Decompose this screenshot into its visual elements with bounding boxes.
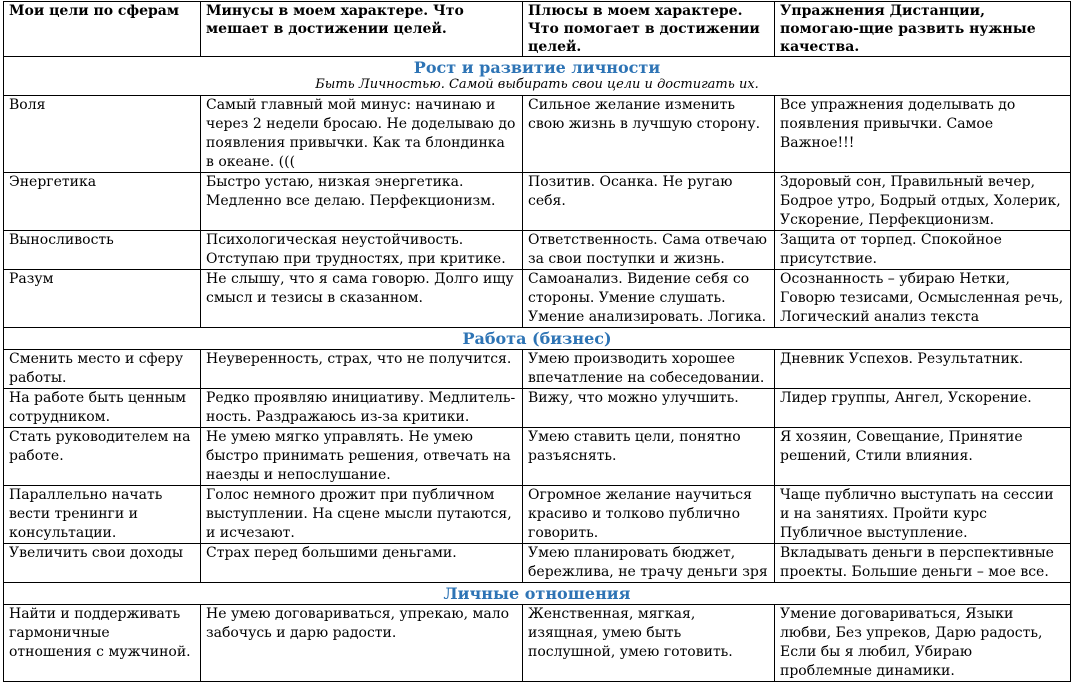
header-row (4, 2, 1071, 57)
minus-cell: Редко проявляю инициативу. Медлитель-ность. Раздражаюсь из-за критики. (201, 389, 523, 428)
minus-cell: Не слышу, что я сама говорю. Долго ищу смысл и тезисы в сказанном. (201, 270, 523, 328)
plus-cell: Женственная, мягкая, изящная, умею быть послушной, умею готовить. (523, 605, 775, 682)
plus-cell: Самоанализ. Видение себя со стороны. Умение слушать. Умение анализировать. Логика. (523, 270, 775, 328)
section-title: Личные отношения (4, 583, 1071, 605)
plus-cell: Вижу, что можно улучшить. (523, 389, 775, 428)
goal-cell: Энергетика (4, 173, 201, 231)
table-row (4, 428, 1071, 486)
exercise-cell: Осознанность – убираю Нетки, Говорю тезисами, Осмысленная речь, Логический анализ текста (775, 270, 1071, 328)
section-header-work (4, 328, 1071, 350)
goal-cell: На работе быть ценным сотрудником. (4, 389, 201, 428)
goal-cell: Разум (4, 270, 201, 328)
goal-cell: Выносливость (4, 231, 201, 270)
section-subtitle: Быть Личностью. Самой выбирать свои цели и достигать их. (315, 77, 759, 92)
goal-cell: Воля (4, 96, 201, 173)
minus-cell: Самый главный мой минус: начинаю и через 2 недели бросаю. Не доделываю до появления привычки. Как та блондинка в океане. ((( (201, 96, 523, 173)
exercise-cell: Лидер группы, Ангел, Ускорение. (775, 389, 1071, 428)
table-row (4, 389, 1071, 428)
table-row (4, 270, 1071, 328)
minus-cell: Неуверенность, страх, что не получится. (201, 350, 523, 389)
minus-cell: Голос немного дрожит при публичном выступлении. На сцене мысли путаются, и исчезают. (201, 486, 523, 544)
table-row (4, 350, 1071, 389)
exercise-cell: Дневник Успехов. Результатник. (775, 350, 1071, 389)
header-exercises: Упражнения Дистанции, помогаю-щие развить нужные качества. (775, 2, 1071, 57)
exercise-cell: Умение договариваться, Языки любви, Без упреков, Дарю радость, Если бы я любил, Убираю проблемные динамики. (775, 605, 1071, 682)
table-row (4, 544, 1071, 583)
goal-cell: Увеличить свои доходы (4, 544, 201, 583)
table-row (4, 605, 1071, 682)
plus-cell: Сильное желание изменить свою жизнь в лучшую сторону. (523, 96, 775, 173)
goals-table (3, 1, 1071, 682)
goal-cell: Параллельно начать вести тренинги и консультации. (4, 486, 201, 544)
table-row (4, 96, 1071, 173)
exercise-cell: Защита от торпед. Спокойное присутствие. (775, 231, 1071, 270)
header-goals: Мои цели по сферам (4, 2, 201, 57)
goal-cell: Найти и поддерживать гармоничные отношения с мужчиной. (4, 605, 201, 682)
exercise-cell: Я хозяин, Совещание, Принятие решений, Стили влияния. (775, 428, 1071, 486)
goal-cell: Стать руководителем на работе. (4, 428, 201, 486)
plus-cell: Позитив. Осанка. Не ругаю себя. (523, 173, 775, 231)
minus-cell: Страх перед большими деньгами. (201, 544, 523, 583)
plus-cell: Умею ставить цели, понятно разъяснять. (523, 428, 775, 486)
table-row (4, 231, 1071, 270)
minus-cell: Не умею мягко управлять. Не умею быстро принимать решения, отвечать на наезды и непослушание. (201, 428, 523, 486)
minus-cell: Быстро устаю, низкая энергетика. Медленно все делаю. Перфекционизм. (201, 173, 523, 231)
exercise-cell: Вкладывать деньги в перспективные проекты. Большие деньги – мое все. (775, 544, 1071, 583)
exercise-cell: Чаще публично выступать на сессии и на занятиях. Пройти курс Публичное выступление. (775, 486, 1071, 544)
plus-cell: Умею производить хорошее впечатление на собеседовании. (523, 350, 775, 389)
header-minuses: Минусы в моем характере. Что мешает в достижении целей. (201, 2, 523, 57)
plus-cell: Умею планировать бюджет, бережлива, не трачу деньги зря (523, 544, 775, 583)
plus-cell: Огромное желание научиться красиво и толково публично говорить. (523, 486, 775, 544)
exercise-cell: Все упражнения доделывать до появления привычки. Самое Важное!!! (775, 96, 1071, 173)
section-header-relationships (4, 583, 1071, 605)
minus-cell: Не умею договариваться, упрекаю, мало забочусь и дарю радости. (201, 605, 523, 682)
exercise-cell: Здоровый сон, Правильный вечер, Бодрое утро, Бодрый отдых, Холерик, Ускорение, Перфекционизм. (775, 173, 1071, 231)
table-row (4, 173, 1071, 231)
plus-cell: Ответственность. Сама отвечаю за свои поступки и жизнь. (523, 231, 775, 270)
section-title: Работа (бизнес) (4, 328, 1071, 350)
section-title: Рост и развитие личности (413, 58, 661, 77)
section-header-personal-growth (4, 57, 1071, 96)
header-pluses: Плюсы в моем характере. Что помогает в достижении целей. (523, 2, 775, 57)
table-row (4, 486, 1071, 544)
minus-cell: Психологическая неустойчивость. Отступаю при трудностях, при критике. (201, 231, 523, 270)
goal-cell: Сменить место и сферу работы. (4, 350, 201, 389)
